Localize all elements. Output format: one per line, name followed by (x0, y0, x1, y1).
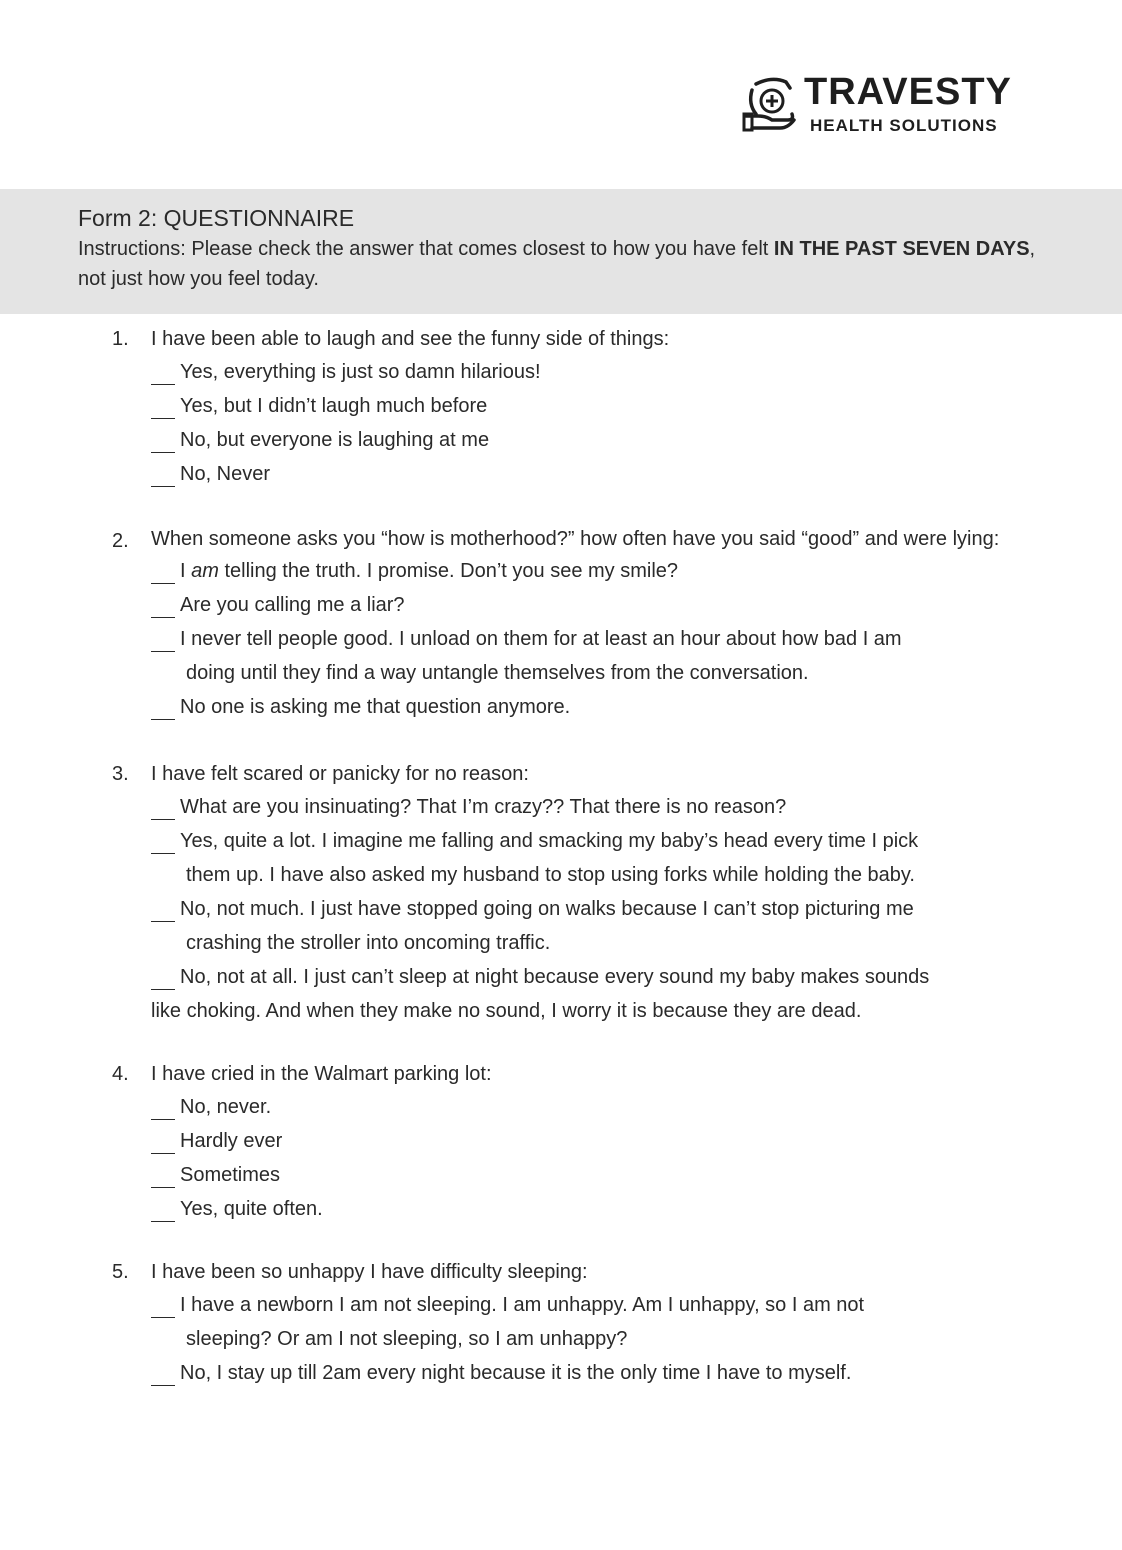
answer-option[interactable]: No, but everyone is laughing at me (151, 423, 1011, 457)
answer-options (151, 355, 1011, 491)
question-number: 1. (112, 328, 129, 350)
question-text: I have been able to laugh and see the funny side of things: (151, 328, 670, 350)
answer-blank[interactable] (151, 588, 175, 618)
answer-option[interactable]: Sometimes (151, 1158, 1011, 1192)
question-number: 2. (112, 530, 129, 552)
answer-option[interactable]: What are you insinuating? That I’m crazy?? That there is no reason? (151, 790, 1011, 824)
answer-option[interactable]: No one is asking me that question anymore. (151, 690, 1011, 724)
answer-option[interactable]: Hardly ever (151, 1124, 1011, 1158)
answer-option[interactable]: I am telling the truth. I promise. Don’t you see my smile? (151, 554, 1011, 588)
answer-blank[interactable] (151, 1090, 175, 1120)
form-title: Form 2: QUESTIONNAIRE (78, 205, 355, 231)
answer-options (151, 790, 1011, 1028)
answer-blank[interactable] (151, 1192, 175, 1222)
answer-blank[interactable] (151, 892, 175, 922)
answer-blank[interactable] (151, 622, 175, 652)
question-number: 3. (112, 763, 129, 785)
answer-blank[interactable] (151, 1356, 175, 1386)
brand-name: TRAVESTY (804, 71, 1012, 113)
answer-blank[interactable] (151, 1124, 175, 1154)
instructions (78, 234, 1038, 294)
question-5 (0, 1256, 1011, 1390)
answer-option[interactable]: Yes, quite often. (151, 1192, 1011, 1226)
brand-subtitle: HEALTH SOLUTIONS (810, 116, 998, 135)
question-4 (0, 1058, 1011, 1226)
answer-option[interactable]: I never tell people good. I unload on them for at least an hour about how bad I am doing until they find a way untangle themselves from the conversation. (151, 622, 1011, 690)
instructions-prefix: Instructions: Please check the answer that comes closest to how you have felt (78, 238, 774, 260)
question-3 (0, 758, 1011, 1028)
answer-blank[interactable] (151, 457, 175, 487)
question-1 (0, 323, 1011, 491)
question-number: 4. (112, 1063, 129, 1085)
question-text: I have been so unhappy I have difficulty sleeping: (151, 1261, 588, 1283)
answer-option[interactable]: No, not much. I just have stopped going on walks because I can’t stop picturing me crashing the stroller into oncoming traffic. (151, 892, 1011, 960)
question-number: 5. (112, 1261, 129, 1283)
answer-option[interactable]: No, Never (151, 457, 1011, 491)
question-2 (0, 525, 1011, 724)
answer-option[interactable]: Are you calling me a liar? (151, 588, 1011, 622)
answer-options (151, 1090, 1011, 1226)
answer-blank[interactable] (151, 554, 175, 584)
question-list (0, 323, 1122, 1420)
answer-blank[interactable] (151, 960, 175, 990)
question-text: I have cried in the Walmart parking lot: (151, 1063, 492, 1085)
answer-option[interactable]: Yes, everything is just so damn hilarious! (151, 355, 1011, 389)
instructions-emphasis: IN THE PAST SEVEN DAYS (773, 238, 1030, 260)
question-text: I have felt scared or panicky for no reason: (151, 763, 529, 785)
answer-option[interactable]: No, not at all. I just can’t sleep at night because every sound my baby makes sounds like choking. And when they make no sound, I worry it is because they are dead. (151, 960, 1011, 1028)
answer-blank[interactable] (151, 824, 175, 854)
answer-blank[interactable] (151, 423, 175, 453)
answer-option[interactable]: No, never. (151, 1090, 1011, 1124)
hands-with-medical-cross-icon (742, 74, 800, 134)
answer-option[interactable]: Yes, but I didn’t laugh much before (151, 389, 1011, 423)
answer-blank[interactable] (151, 690, 175, 720)
company-logo (742, 72, 1012, 136)
answer-option[interactable]: Yes, quite a lot. I imagine me falling and smacking my baby’s head every time I pick them up. I have also asked my husband to stop using forks while holding the baby. (151, 824, 1011, 892)
instructions-suffix: , not just how you feel today. (78, 238, 1036, 290)
answer-blank[interactable] (151, 1158, 175, 1188)
question-text: When someone asks you “how is motherhood?” how often have you said “good” and were lying: (151, 528, 1000, 550)
answer-option[interactable]: I have a newborn I am not sleeping. I am unhappy. Am I unhappy, so I am not sleeping? Or am I not sleeping, so I am unhappy? (151, 1288, 1011, 1356)
answer-options (151, 1288, 1011, 1390)
answer-blank[interactable] (151, 355, 175, 385)
answer-option[interactable]: No, I stay up till 2am every night because it is the only time I have to myself. (151, 1356, 1011, 1390)
answer-blank[interactable] (151, 790, 175, 820)
answer-blank[interactable] (151, 389, 175, 419)
answer-options (151, 554, 1011, 724)
answer-blank[interactable] (151, 1288, 175, 1318)
